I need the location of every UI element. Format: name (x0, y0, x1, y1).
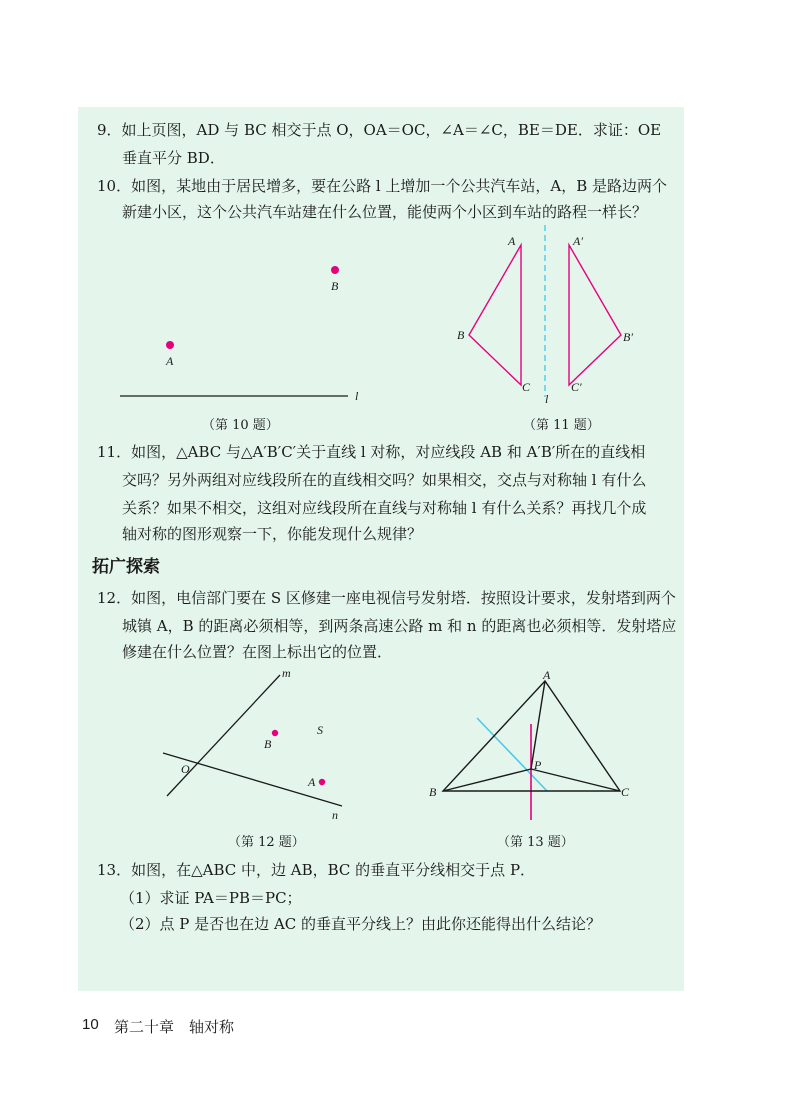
label-a: A (308, 775, 316, 789)
highway-m (167, 675, 280, 796)
problem-13-line-1: 13．如图，在△ABC 中，边 AB，BC 的垂直平分线相交于点 P． (97, 861, 536, 879)
figure-13 (425, 665, 645, 825)
problem-11-line-4: 轴对称的图形观察一下，你能发现什么规律？ (122, 525, 423, 543)
section-title: 拓广探索 (92, 557, 160, 577)
label-l: l (545, 392, 549, 406)
label-b: B (429, 785, 437, 799)
label-b: B (264, 737, 272, 751)
point-b (272, 730, 278, 736)
label-o: O (181, 762, 190, 776)
segment-pb (443, 769, 531, 791)
figure-12 (155, 665, 355, 825)
label-c-prime: C′ (571, 380, 582, 394)
label-c: C (522, 380, 531, 394)
label-n: n (332, 808, 338, 822)
label-b: B (331, 279, 339, 293)
label-a-prime: A′ (573, 234, 583, 248)
label-b: B (457, 328, 465, 342)
figure-10 (110, 255, 370, 405)
caption-figure-11: （第 11 题） (523, 418, 600, 433)
figure-11 (450, 225, 650, 405)
caption-figure-13: （第 13 题） (497, 835, 574, 850)
problem-11-line-3: 关系？如果不相交，这组对应线段所在直线与对称轴 l 有什么关系？再找几个成 (122, 499, 647, 517)
problem-10-line-1: 10．如图，某地由于居民增多，要在公路 l 上增加一个公共汽车站，A，B 是路边两个 (97, 177, 668, 195)
page-number: 10 (82, 1016, 99, 1033)
problem-12-line-1: 12．如图，电信部门要在 S 区修建一座电视信号发射塔．按照设计要求，发射塔到两个 (97, 589, 676, 607)
label-a: A (543, 668, 551, 682)
problem-13-line-2: （1）求证 PA＝PB＝PC； (120, 889, 302, 907)
problem-11-line-2: 交吗？另外两组对应线段所在的直线相交吗？如果相交，交点与对称轴 l 有什么 (122, 471, 647, 489)
triangle-abc (469, 245, 521, 385)
problem-10-line-2: 新建小区，这个公共汽车站建在什么位置，能使两个小区到车站的路程一样长？ (122, 203, 648, 221)
caption-figure-10: （第 10 题） (202, 418, 279, 433)
label-s: S (317, 723, 323, 737)
caption-figure-12: （第 12 题） (228, 835, 305, 850)
point-a (166, 341, 174, 349)
label-c: C (621, 785, 630, 799)
problem-12-line-3: 修建在什么位置？在图上标出它的位置． (122, 643, 393, 661)
problem-11-line-1: 11．如图，△ABC 与△A′B′C′关于直线 l 对称，对应线段 AB 和 A′B′所在的直线相 (97, 443, 646, 461)
label-a: A (508, 234, 516, 248)
point-b (331, 266, 339, 274)
label-l: l (355, 389, 359, 403)
problem-13-line-3: （2）点 P 是否也在边 AC 的垂直平分线上？由此你还能得出什么结论？ (120, 915, 602, 933)
label-m: m (282, 666, 291, 680)
problem-9-line-1: 9．如上页图，AD 与 BC 相交于点 O，OA＝OC，∠A＝∠C，BE＝DE．求证：OE (97, 121, 662, 139)
label-p: P (534, 758, 542, 772)
triangle-a1b1c1 (569, 245, 621, 385)
label-b-prime: B′ (623, 330, 633, 344)
label-a: A (166, 354, 174, 368)
chapter-title: 第二十章 轴对称 (114, 1018, 235, 1036)
problem-9-line-2: 垂直平分 BD． (122, 149, 225, 167)
problem-12-line-2: 城镇 A，B 的距离必须相等，到两条高速公路 m 和 n 的距离也必须相等．发射塔应 (122, 617, 677, 635)
point-a (319, 779, 325, 785)
